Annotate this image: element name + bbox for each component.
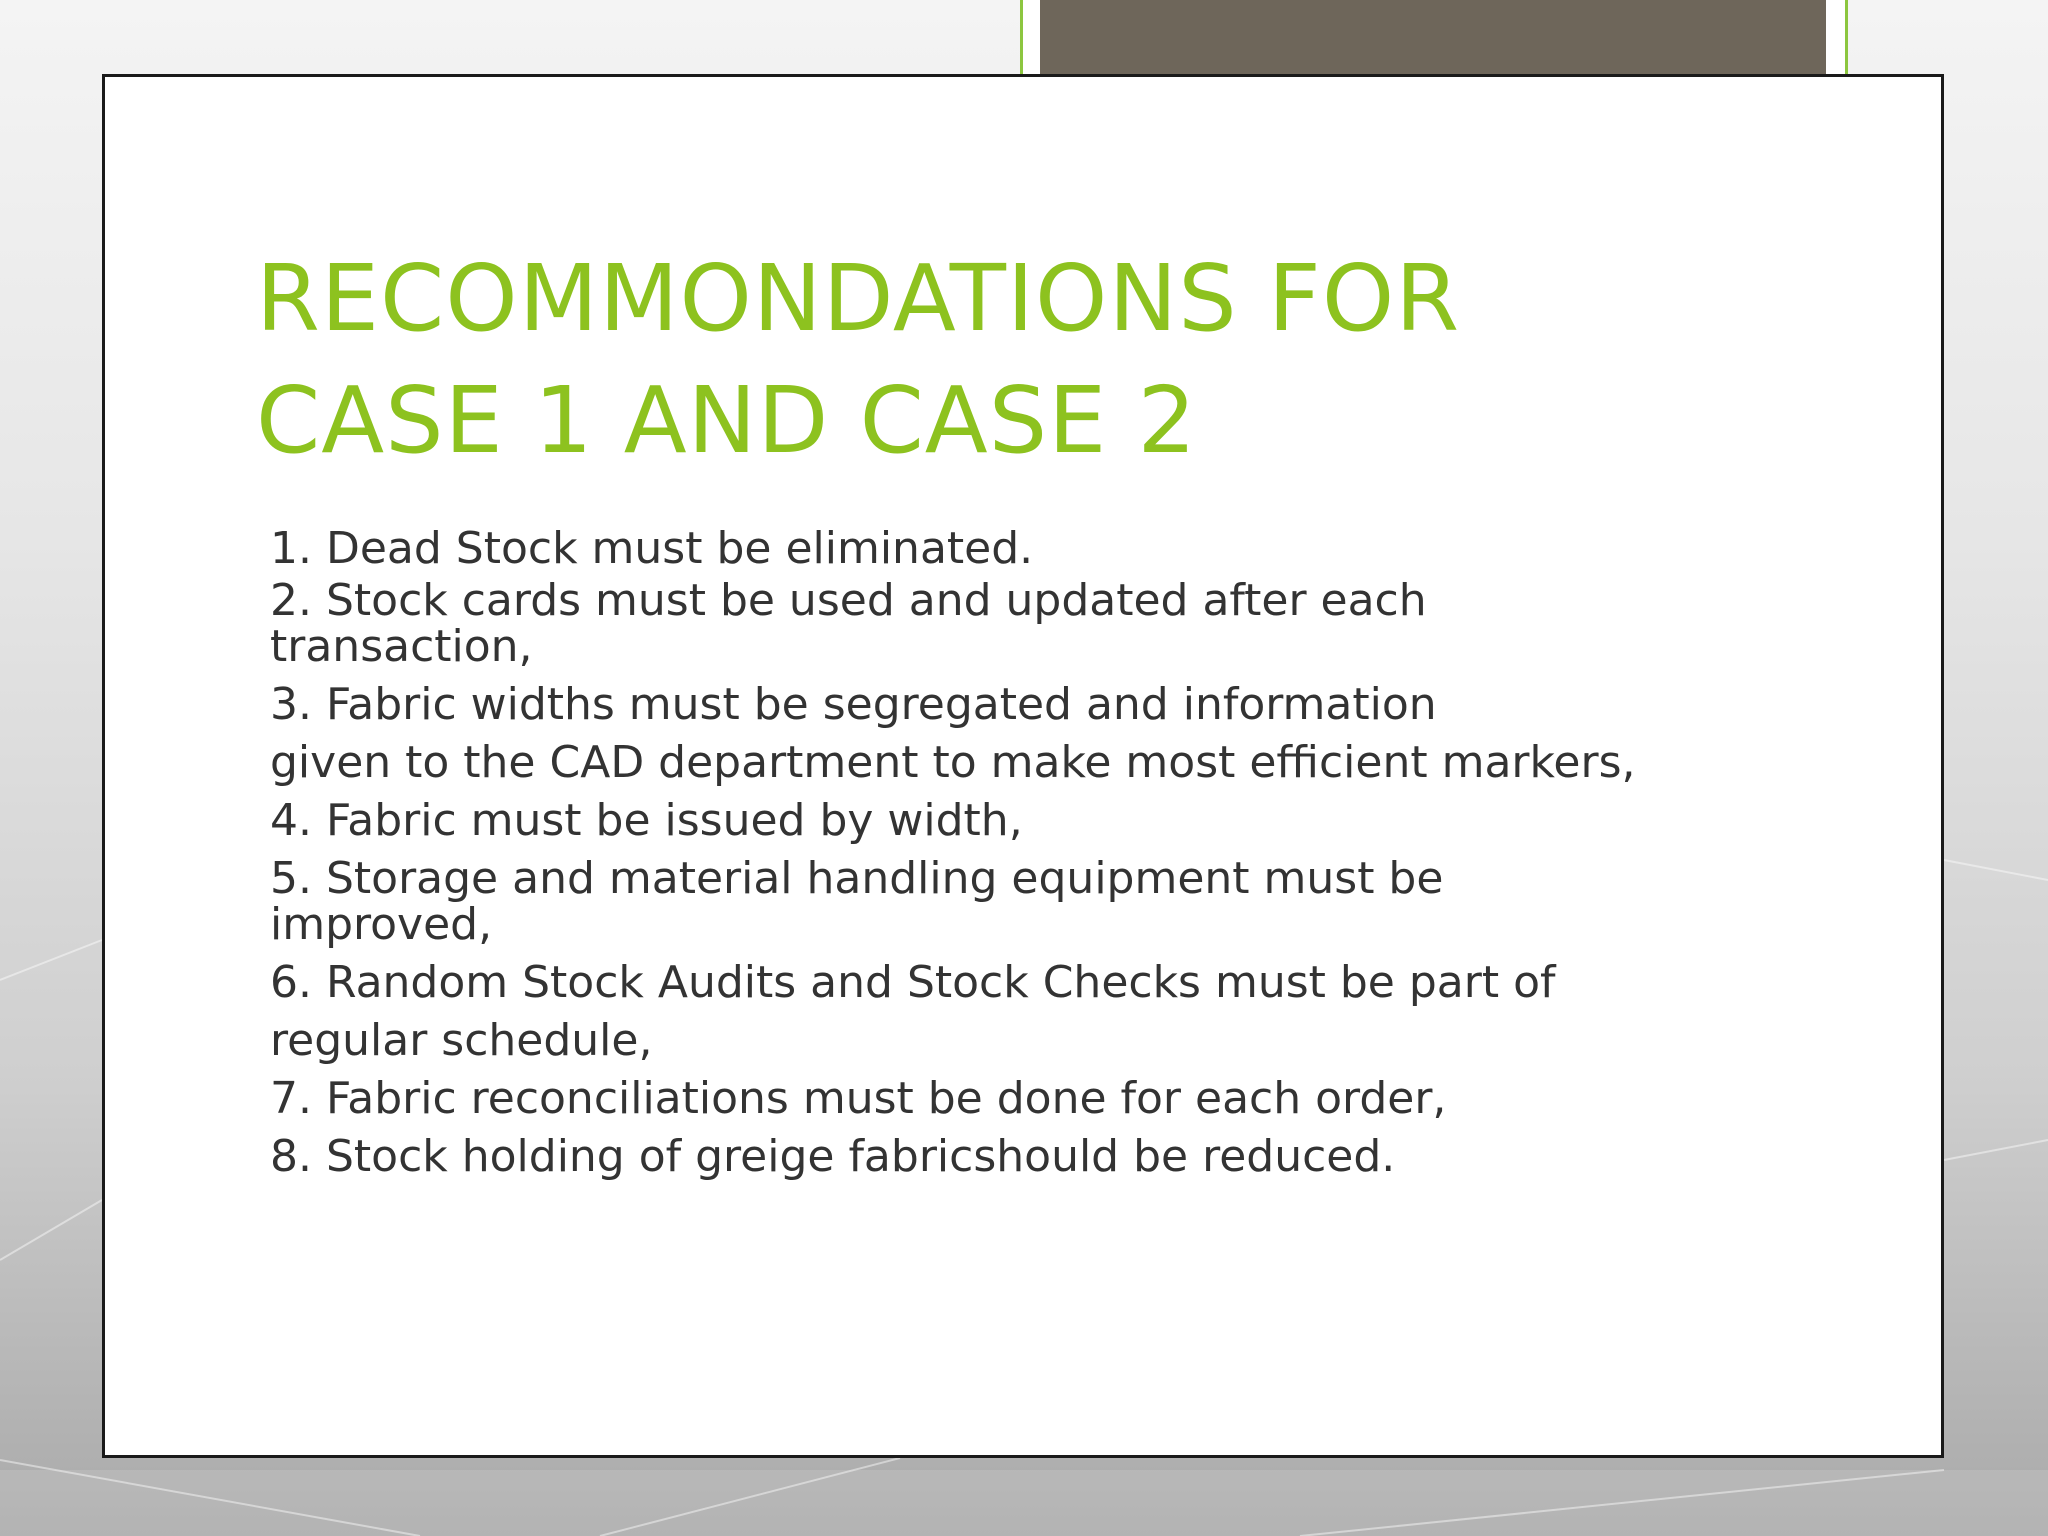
title-line-2: CASE 1 AND CASE 2 [256, 367, 1198, 474]
recommendation-text: 8. Stock holding of greige fabricshould be reduced. [270, 1131, 1396, 1182]
recommendation-item [270, 954, 1830, 1070]
recommendation-text: 3. Fabric widths must be segregated and information [270, 679, 1437, 730]
recommendation-text: improved, [270, 899, 493, 950]
recommendation-text: 1. Dead Stock must be eliminated. [270, 523, 1034, 574]
recommendation-list [270, 520, 1830, 1186]
recommendation-text: 2. Stock cards must be used and updated after each [270, 575, 1427, 626]
recommendation-item [270, 1128, 1830, 1186]
recommendation-item [270, 676, 1830, 792]
recommendation-item [270, 1070, 1830, 1128]
recommendation-item [270, 520, 1830, 578]
title-line-1: RECOMMONDATIONS FOR [256, 245, 1461, 352]
recommendation-text: 7. Fabric reconciliations must be done for each order, [270, 1073, 1447, 1124]
recommendation-text: 6. Random Stock Audits and Stock Checks must be part of [270, 957, 1556, 1008]
recommendation-text: given to the CAD department to make most efficient markers, [270, 737, 1636, 788]
recommendation-text: transaction, [270, 621, 533, 672]
recommendation-item [270, 575, 1830, 672]
recommendation-text: regular schedule, [270, 1015, 653, 1066]
slide-title [256, 238, 1856, 482]
recommendation-text: 4. Fabric must be issued by width, [270, 795, 1023, 846]
recommendation-item [270, 792, 1830, 850]
recommendation-text: 5. Storage and material handling equipment must be [270, 853, 1444, 904]
recommendation-item [270, 853, 1830, 950]
